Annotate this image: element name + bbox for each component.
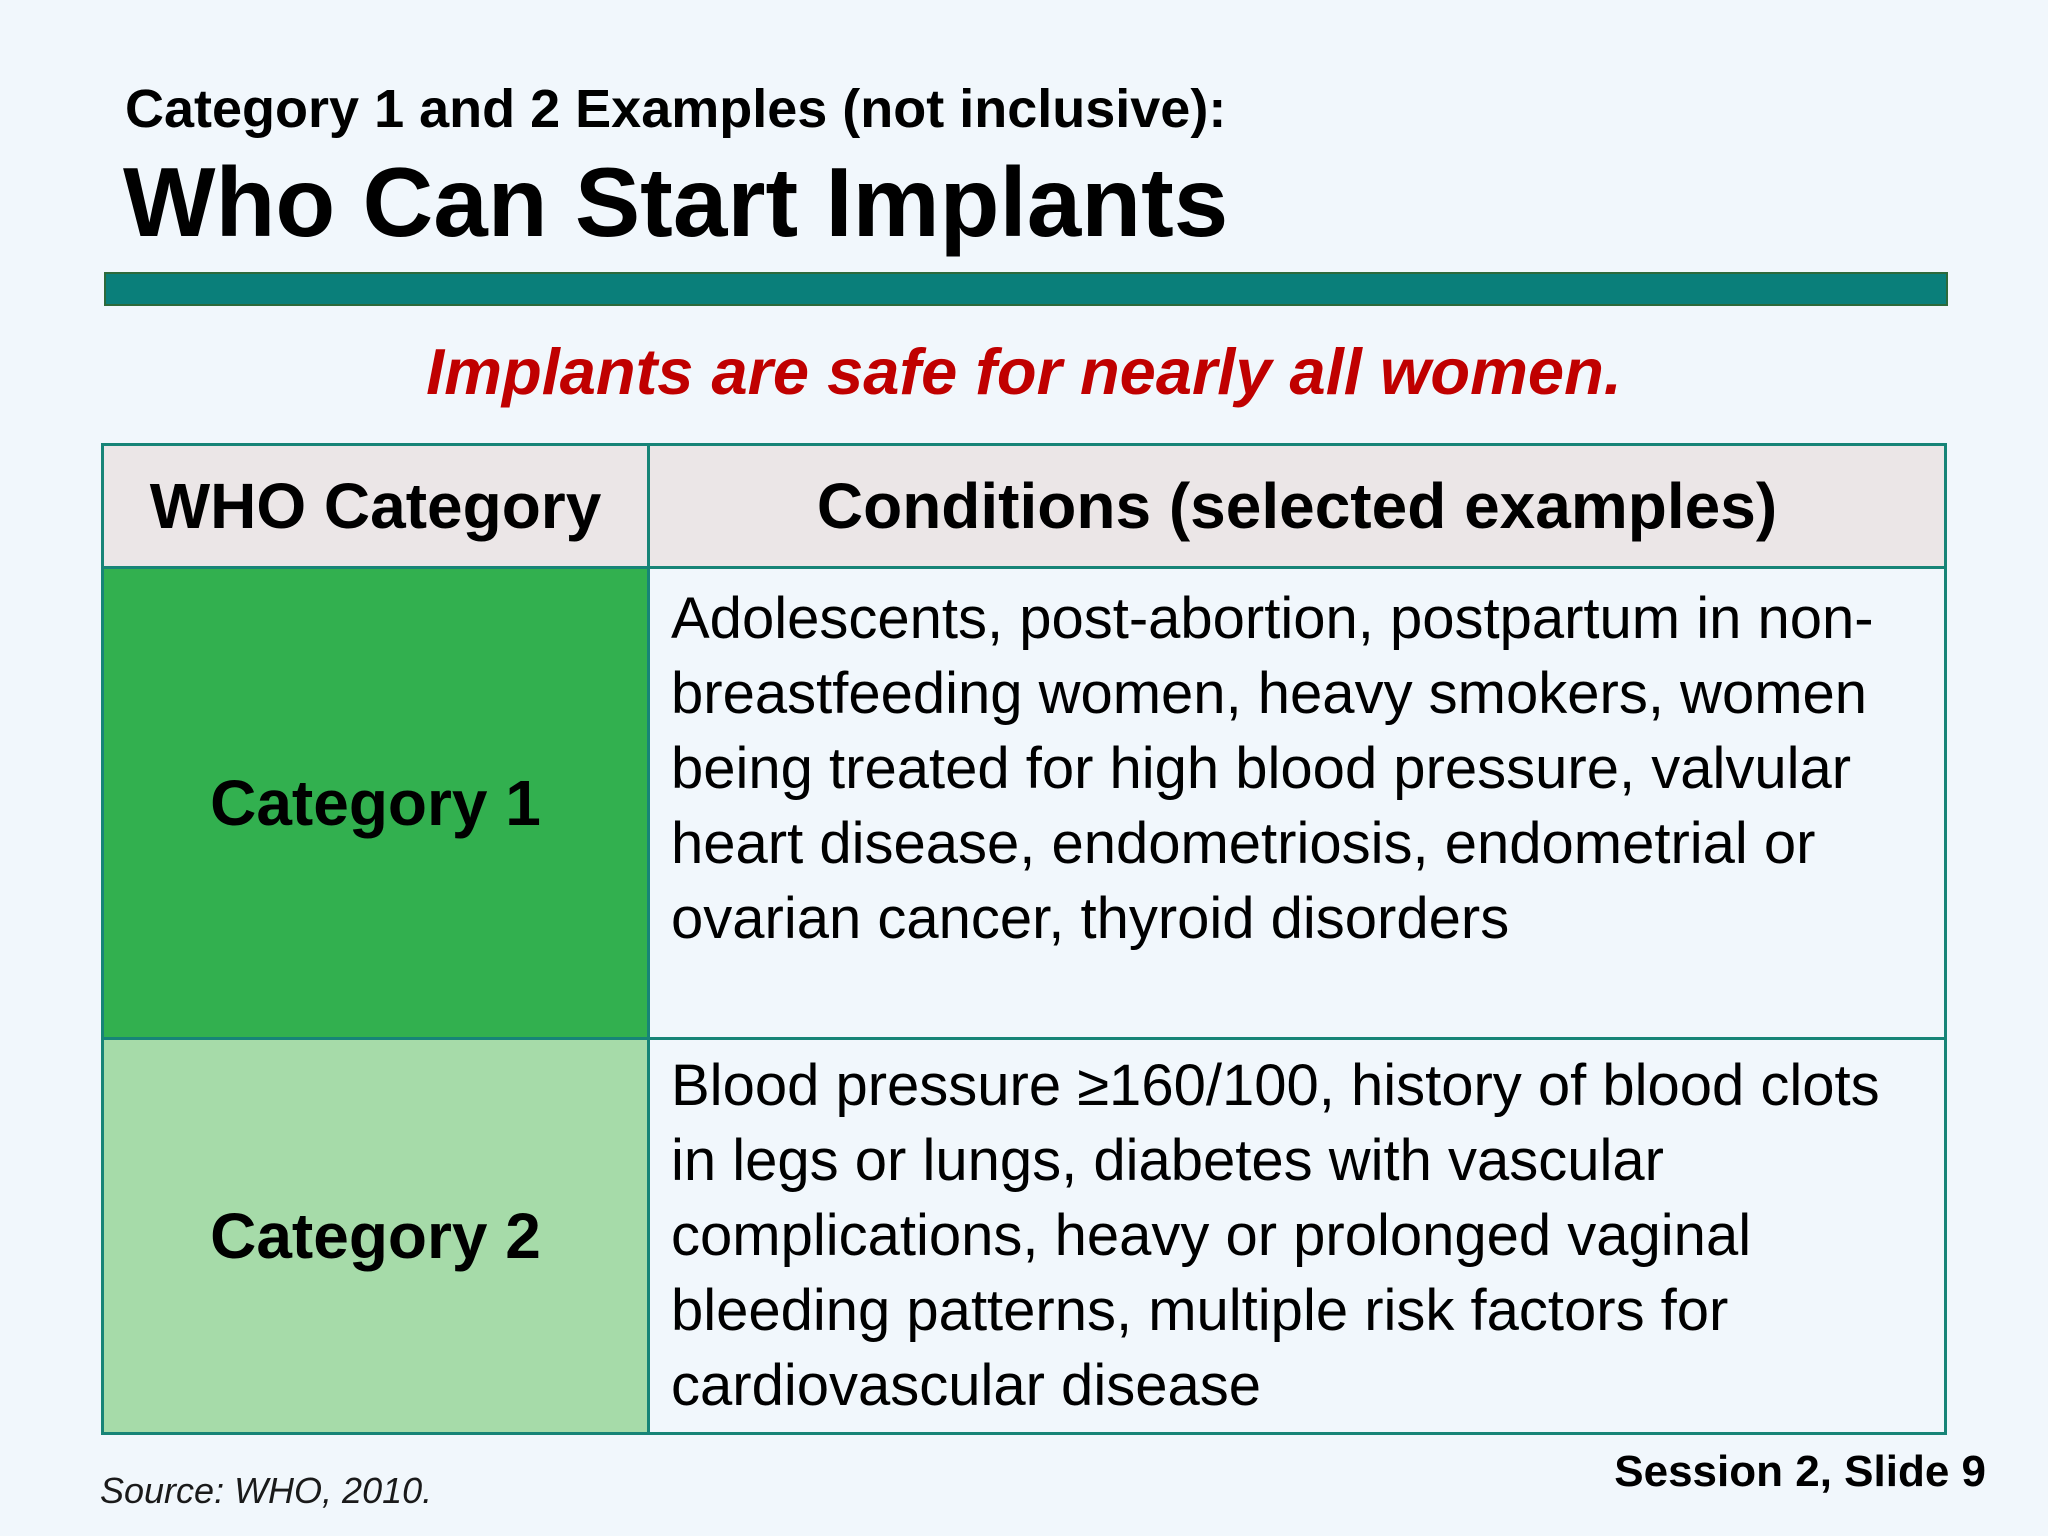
slide-number: Session 2, Slide 9	[1614, 1447, 1986, 1496]
header-conditions: Conditions (selected examples)	[649, 445, 1946, 568]
category-2-cell: Category 2	[103, 1039, 649, 1434]
table-header-row	[103, 445, 1946, 568]
table-row	[103, 1039, 1946, 1434]
title-divider	[104, 272, 1948, 306]
category-1-conditions: Adolescents, post-abortion, postpartum in non-breastfeeding women, heavy smokers, women being treated for high blood pressure, valvular heart disease, endometriosis, endometrial or ovarian cancer, thyroid disorders	[649, 568, 1946, 1039]
source-citation: Source: WHO, 2010.	[100, 1470, 433, 1511]
category-2-conditions: Blood pressure ≥160/100, history of blood clots in legs or lungs, diabetes with vascular complications, heavy or prolonged vaginal bleeding patterns, multiple risk factors for cardiovascular disease	[649, 1039, 1946, 1434]
who-category-table	[101, 443, 1947, 1435]
slide-subtitle: Category 1 and 2 Examples (not inclusive):	[125, 79, 1227, 139]
slide-title: Who Can Start Implants	[123, 147, 1229, 257]
table-row	[103, 568, 1946, 1039]
category-1-cell: Category 1	[103, 568, 649, 1039]
header-who-category: WHO Category	[103, 445, 649, 568]
tagline: Implants are safe for nearly all women.	[426, 335, 1622, 408]
